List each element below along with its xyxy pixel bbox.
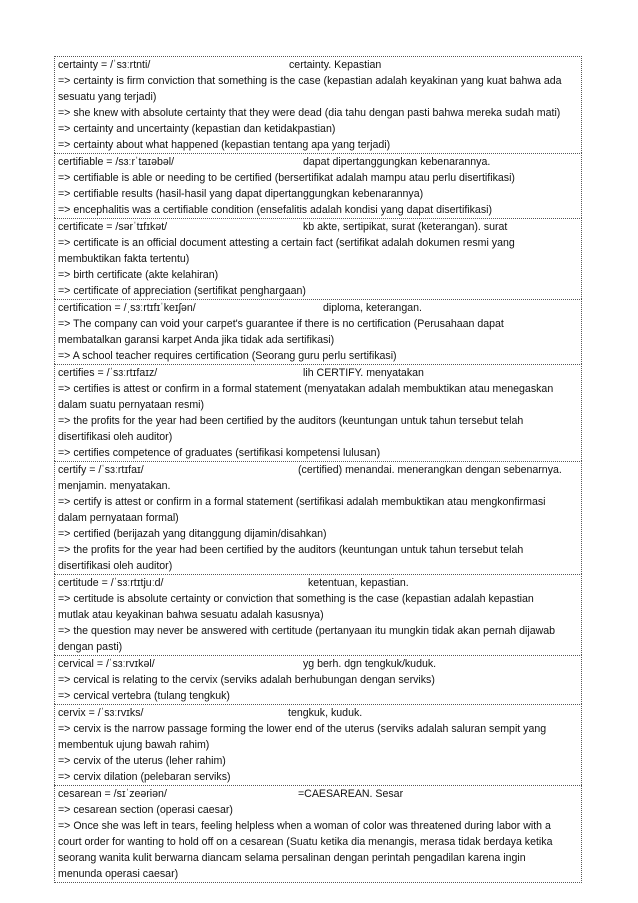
- headword-translation: certainty. Kepastian: [289, 59, 382, 71]
- entry-line: => certainty about what happened (kepastian tentang apa yang terjadi): [58, 139, 391, 151]
- entry-header: [58, 57, 578, 73]
- headword: certifies = /ˈsɜːrtɪfaɪz/: [58, 367, 158, 379]
- entry-line: menjamin. menyatakan.: [58, 480, 171, 492]
- entry-line: => the profits for the year had been certified by the auditors (keuntungan untuk tahun tersebut telah: [58, 415, 524, 427]
- entry-header: [58, 705, 578, 721]
- headword: certifiable = /sɜːrˈtaɪəbəl/: [58, 156, 175, 168]
- entry-line: => A school teacher requires certification (Seorang guru perlu sertifikasi): [58, 350, 397, 362]
- entry-line: dalam pernyataan formal): [58, 512, 179, 524]
- entry-line: membentuk ujung bawah rahim): [58, 739, 210, 751]
- headword: cesarean = /sɪˈzeəriən/: [58, 788, 167, 800]
- headword: cervical = /ˈsɜːrvɪkəl/: [58, 658, 155, 670]
- entry-line: seorang wanita kulit berwarna diancam selama persalinan dengan perintah pengadilan karena ingin: [58, 852, 526, 864]
- headword-translation: dapat dipertanggungkan kebenarannya.: [303, 156, 491, 168]
- headword: certify = /ˈsɜːrtɪfaɪ/: [58, 464, 144, 476]
- entry-line: => cervix dilation (pelebaran serviks): [58, 771, 231, 783]
- entry-line: => certificate of appreciation (sertifikat penghargaan): [58, 285, 306, 297]
- entry-line: => certifies is attest or confirm in a formal statement (menyatakan adalah membuktikan atau menegaskan: [58, 383, 554, 395]
- entry-header: [58, 365, 578, 381]
- headword-translation: lih CERTIFY. menyatakan: [303, 367, 424, 379]
- entry-line: disertifikasi oleh auditor): [58, 560, 173, 572]
- entry-line: => the profits for the year had been certified by the auditors (keuntungan untuk tahun tersebut telah: [58, 544, 524, 556]
- headword: certitude = /ˈsɜːrtɪtjuːd/: [58, 577, 164, 589]
- entry-line: => certificate is an official document attesting a certain fact (sertifikat adalah dokumen resmi yang: [58, 237, 515, 249]
- headword-translation: =CAESAREAN. Sesar: [298, 788, 404, 800]
- entry-line: => cervix of the uterus (leher rahim): [58, 755, 226, 767]
- entry-line: => cervical vertebra (tulang tengkuk): [58, 690, 230, 702]
- entry-line: => birth certificate (akte kelahiran): [58, 269, 219, 281]
- dictionary-entry: [54, 704, 582, 785]
- entry-line: dalam suatu pernyataan resmi): [58, 399, 205, 411]
- entry-line: => certifiable is able or needing to be certified (bersertifikat adalah mampu atau perlu disertifikasi): [58, 172, 515, 184]
- entry-line: => certitude is absolute certainty or conviction that something is the case (kepastian adalah kepastian: [58, 593, 534, 605]
- entry-header: [58, 154, 578, 170]
- headword-translation: ketentuan, kepastian.: [308, 577, 409, 589]
- dictionary-entry: [54, 364, 582, 461]
- entry-line: => certifies competence of graduates (sertifikasi kompetensi lulusan): [58, 447, 381, 459]
- headword-translation: tengkuk, kuduk.: [288, 707, 363, 719]
- dictionary-entry: [54, 153, 582, 218]
- entry-header: [58, 656, 578, 672]
- headword: certificate = /sərˈtɪfɪkət/: [58, 221, 168, 233]
- entry-line: dengan pasti): [58, 641, 123, 653]
- entry-line: => certify is attest or confirm in a formal statement (sertifikasi adalah membuktikan atau mengkonfirmasi: [58, 496, 546, 508]
- entry-line: membatalkan garansi karpet Anda jika tidak ada sertifikasi): [58, 334, 335, 346]
- entry-line: => certainty is firm conviction that something is the case (kepastian adalah keyakinan yang kuat bahwa ada: [58, 75, 562, 87]
- dictionary-entry: [54, 56, 582, 153]
- dictionary-entry: [54, 785, 582, 883]
- entry-header: [58, 575, 578, 591]
- entry-line: => certainty and uncertainty (kepastian dan ketidakpastian): [58, 123, 336, 135]
- entry-line: mutlak atau keyakinan bahwa sesuatu adalah kasusnya): [58, 609, 324, 621]
- dictionary-entry: [54, 461, 582, 574]
- entry-header: [58, 786, 578, 802]
- dictionary-entry: [54, 299, 582, 364]
- entry-header: [58, 300, 578, 316]
- entry-line: disertifikasi oleh auditor): [58, 431, 173, 443]
- headword-translation: diploma, keterangan.: [323, 302, 422, 314]
- dictionary-entry: [54, 218, 582, 299]
- entry-line: membuktikan fakta tertentu): [58, 253, 190, 265]
- entry-line: => she knew with absolute certainty that they were dead (dia tahu dengan pasti bahwa mereka sudah mati): [58, 107, 561, 119]
- headword: certainty = /ˈsɜːrtnti/: [58, 59, 151, 71]
- headword-translation: yg berh. dgn tengkuk/kuduk.: [303, 658, 437, 670]
- entry-line: menunda operasi caesar): [58, 868, 179, 880]
- entry-header: [58, 462, 578, 478]
- entry-line: => cesarean section (operasi caesar): [58, 804, 233, 816]
- entry-line: => Once she was left in tears, feeling helpless when a woman of color was threatened during labor with a: [58, 820, 551, 832]
- headword: certification = /ˌsɜːrtɪfɪˈkeɪʃən/: [58, 302, 196, 314]
- entry-line: => cervical is relating to the cervix (serviks adalah berhubungan dengan serviks): [58, 674, 435, 686]
- entry-line: => the question may never be answered with certitude (pertanyaan itu mungkin tidak akan pernah dijawab: [58, 625, 556, 637]
- dictionary-entry: [54, 655, 582, 704]
- dictionary-page: [54, 56, 582, 883]
- entry-line: => encephalitis was a certifiable condition (ensefalitis adalah kondisi yang dapat disertifikasi): [58, 204, 493, 216]
- headword: cervix = /ˈsɜːrvɪks/: [58, 707, 144, 719]
- entry-line: => The company can void your carpet's guarantee if there is no certification (Perusahaan dapat: [58, 318, 504, 330]
- entry-line: => cervix is the narrow passage forming the lower end of the uterus (serviks adalah saluran sempit yang: [58, 723, 547, 735]
- entry-line: court order for wanting to hold off on a cesarean (Suatu ketika dia menangis, merasa tidak berdaya ketika: [58, 836, 553, 848]
- headword-translation: kb akte, sertipikat, surat (keterangan). surat: [303, 221, 508, 233]
- entry-line: sesuatu yang terjadi): [58, 91, 157, 103]
- headword-translation: (certified) menandai. menerangkan dengan sebenarnya.: [298, 464, 562, 476]
- entry-line: => certifiable results (hasil-hasil yang dapat dipertanggungkan kebenarannya): [58, 188, 424, 200]
- dictionary-entry: [54, 574, 582, 655]
- entry-line: => certified (berijazah yang ditanggung dijamin/disahkan): [58, 528, 327, 540]
- entry-header: [58, 219, 578, 235]
